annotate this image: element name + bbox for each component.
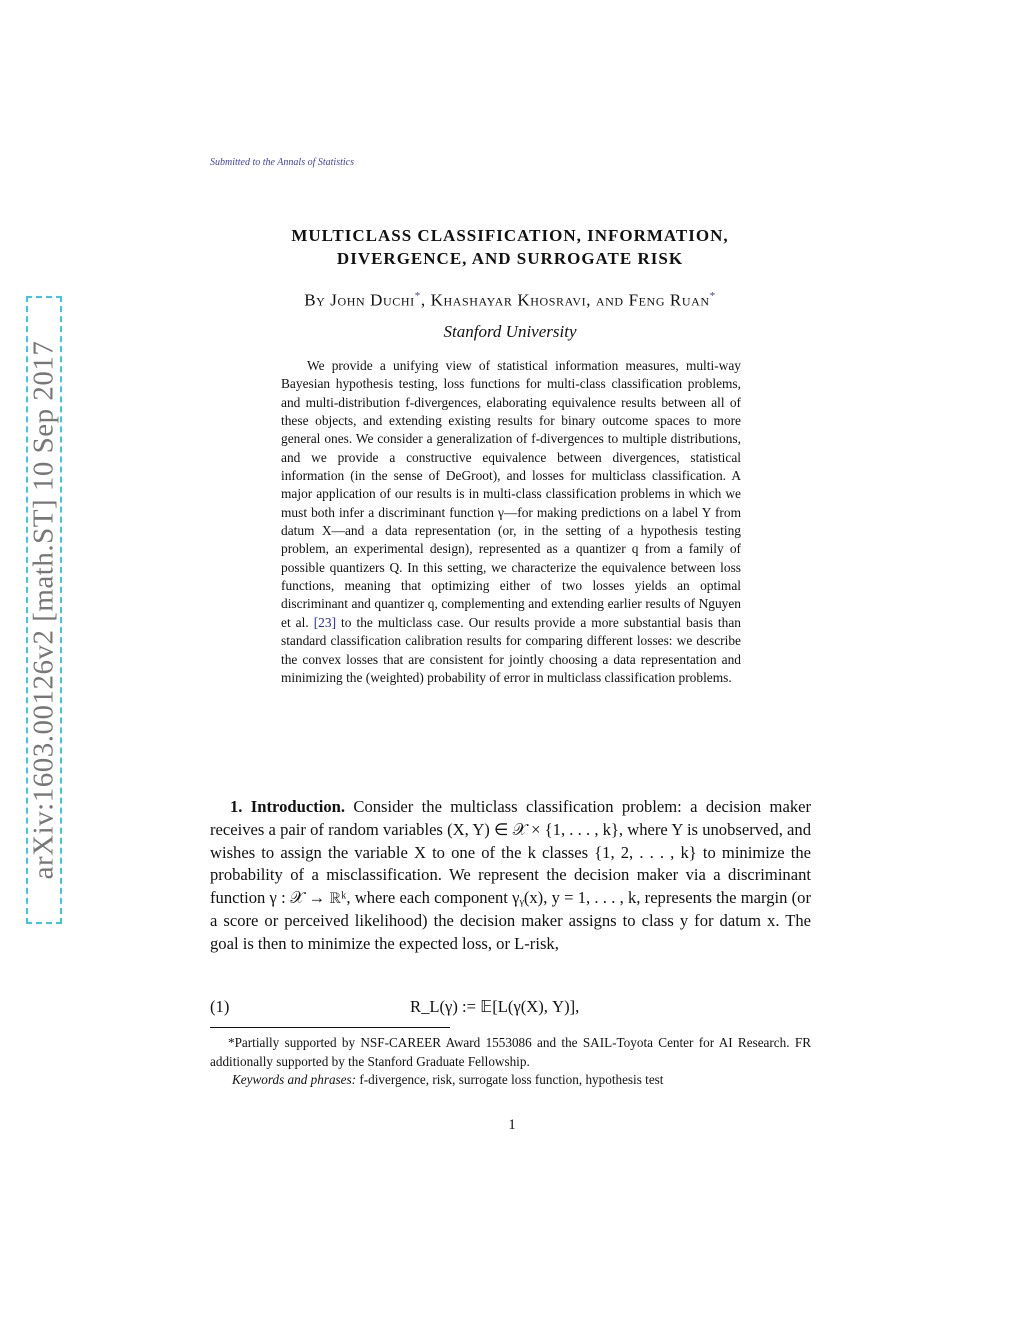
citation-link[interactable]: [23] bbox=[313, 614, 337, 630]
footnote: *Partially supported by NSF-CAREER Award 1553086 and the SAIL-Toyota Center for AI Research. FR additionally supported by the Stanford Graduate Fellowship. bbox=[210, 1035, 811, 1069]
equation-number: (1) bbox=[210, 997, 230, 1016]
arxiv-identifier: arXiv:1603.00126v2 [math.ST] 10 Sep 2017 bbox=[27, 340, 60, 880]
journal-header: Submitted to the Annals of Statistics bbox=[210, 157, 354, 168]
abstract bbox=[281, 357, 741, 687]
footnote-mark: * bbox=[414, 290, 421, 302]
intro-text: Consider the multiclass classification problem: a decision maker receives a pair of random variables (X, Y) ∈ 𝒳 × {1, . . . , k}, where Y is unobserved, and wishes to assign the variable X to one of the k classes {1, 2, . . . , k} to minimize the probability of a misclassification. We represent the decision maker via a discriminant function γ : 𝒳 → ℝᵏ, where each component γᵧ(x), y = 1, . . . , k, represents the margin (or a score or perceived likelihood) the decision maker assigns to class y for datum x. The goal is then to minimize the expected loss, or L-risk, bbox=[210, 797, 812, 953]
abstract-text-continued: to the multiclass case. Our results provide a more substantial basis than standard classification calibration results for comparing different losses: we describe the convex losses that are consistent for jointly choosing a data representation and minimizing the (weighted) probability of error in multiclass classification problems. bbox=[281, 614, 741, 685]
author-list bbox=[210, 290, 810, 311]
page-number: 1 bbox=[508, 1117, 516, 1133]
introduction-paragraph bbox=[210, 796, 811, 956]
author-ruan: Feng Ruan bbox=[628, 290, 710, 310]
authors-separator: , and bbox=[586, 290, 629, 310]
title-line-1: MULTICLASS CLASSIFICATION, INFORMATION, bbox=[291, 226, 729, 245]
footnote-mark: * bbox=[709, 290, 716, 302]
arxiv-stamp bbox=[26, 296, 62, 924]
paper-title bbox=[210, 224, 810, 270]
footnote-rule bbox=[210, 1027, 450, 1028]
author-duchi: John Duchi bbox=[330, 290, 415, 310]
section-heading: 1. Introduction. bbox=[230, 797, 346, 816]
keywords-text: f-divergence, risk, surrogate loss function, hypothesis test bbox=[356, 1072, 664, 1087]
authors-prefix: By bbox=[304, 290, 331, 310]
keywords bbox=[210, 1071, 811, 1089]
title-line-2: DIVERGENCE, AND SURROGATE RISK bbox=[336, 249, 684, 268]
authors-separator: , bbox=[420, 290, 431, 310]
affiliation: Stanford University bbox=[443, 322, 577, 341]
abstract-text: We provide a unifying view of statistical information measures, multi-way Bayesian hypothesis testing, loss functions for multi-class classification problems, and multi-distribution f-divergences, elaborating equivalence results between all of these objects, and extending existing results for binary outcome spaces to more general ones. We consider a generalization of f-divergences to multiple distributions, and we provide a constructive equivalence between divergences, statistical information (in the sense of DeGroot), and losses for multiclass classification. A major application of our results is in multi-class classification problems in which we must both infer a discriminant function γ—for making predictions on a label Y from datum X—and a data representation (or, in the setting of a hypothesis testing problem, an experimental design), represented as a quantizer q from a family of possible quantizers Q. In this setting, we characterize the equivalence between loss functions, meaning that optimizing either of two losses yields an optimal discriminant and quantizer q, complementing and extending earlier results of Nguyen et al. bbox=[281, 358, 741, 630]
equation-body: R_L(γ) := 𝔼[L(γ(X), Y)], bbox=[410, 997, 580, 1016]
author-khosravi: Khashayar Khosravi bbox=[430, 290, 587, 310]
keywords-label: Keywords and phrases: bbox=[232, 1072, 357, 1087]
